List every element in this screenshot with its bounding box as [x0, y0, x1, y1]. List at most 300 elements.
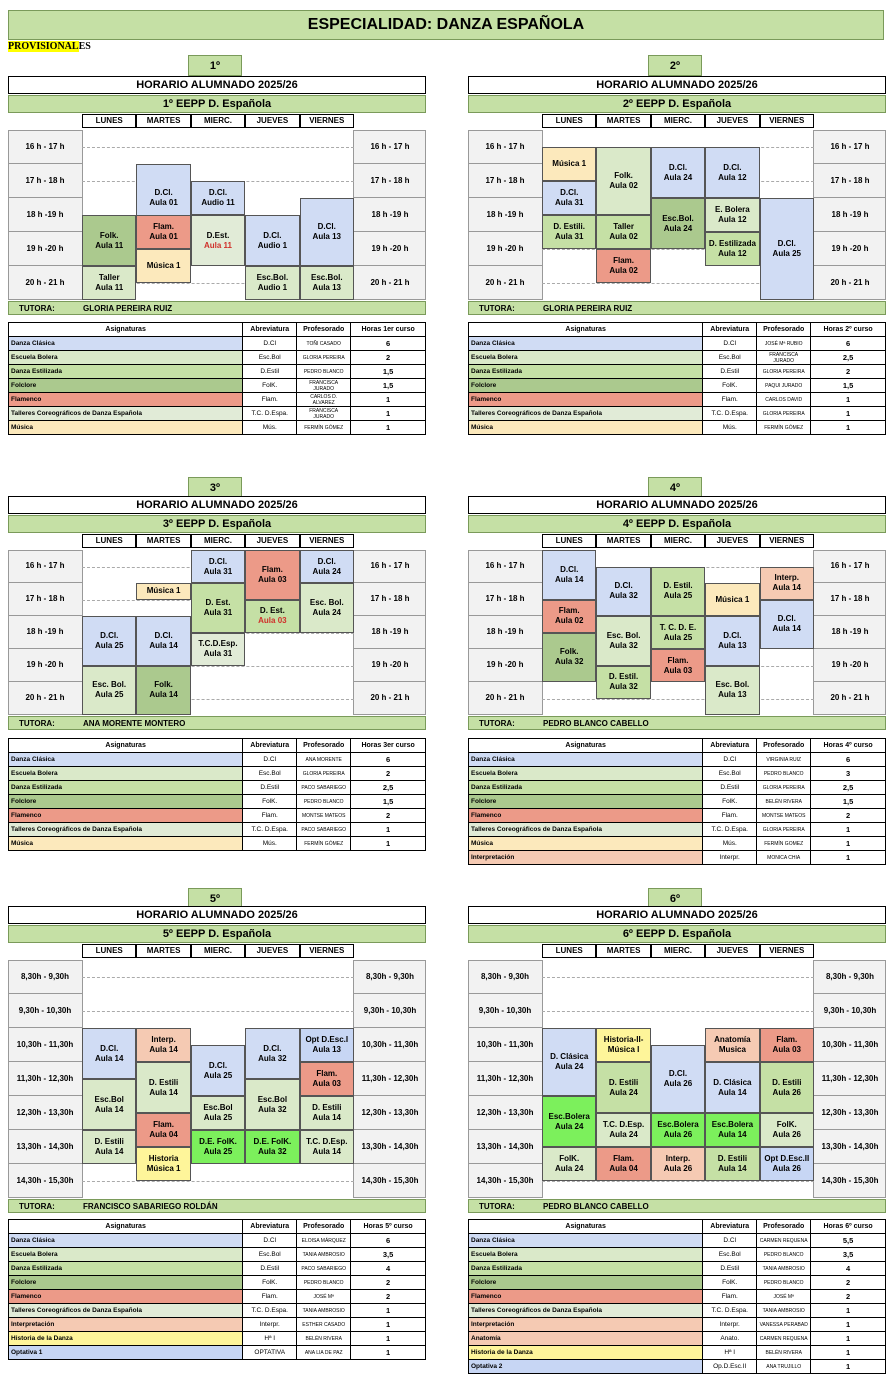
time-slot-right: 20 h - 21 h — [814, 682, 886, 715]
day-header: VIERNES — [300, 114, 354, 128]
class-cell[interactable] — [651, 1147, 705, 1181]
class-cell[interactable] — [542, 1096, 596, 1147]
year-tab[interactable]: 2º — [648, 55, 702, 76]
legend-hours: 1,5 — [351, 365, 426, 379]
class-label: D.Cl. Aula 25 — [203, 1060, 233, 1080]
class-label: D. Estili Aula 24 — [608, 1077, 639, 1097]
class-cell[interactable] — [596, 1113, 650, 1147]
day-header: VIERNES — [760, 944, 814, 958]
class-label: Esc. Bol. Aula 24 — [309, 597, 344, 617]
class-label: Flam. Aula 03 — [772, 1035, 802, 1054]
legend-hours: 1 — [351, 407, 426, 421]
time-slot-right: 19 h -20 h — [814, 649, 886, 682]
time-slot-right: 16 h - 17 h — [814, 550, 886, 583]
year-tab[interactable]: 3º — [188, 477, 242, 498]
legend-hours: 2 — [351, 1290, 426, 1304]
legend-abbr: Op.D.Esc.II — [703, 1360, 757, 1374]
legend-teacher: PACO SABARIEGO — [297, 781, 351, 795]
legend-abbr: D.Cl — [243, 753, 297, 767]
time-slot-right: 9,30h - 10,30h — [354, 994, 426, 1028]
class-room: Aula 11 — [203, 240, 232, 250]
tutor-label: TUTORA: — [479, 1202, 515, 1211]
legend-abbr: Hª I — [243, 1332, 297, 1346]
legend-teacher: JOSÉ Mª RUBIO — [757, 337, 811, 351]
legend-header-prof: Profesorado — [297, 323, 351, 337]
legend-abbr: Anato. — [703, 1332, 757, 1346]
legend-abbr: Esc.Bol — [243, 767, 297, 781]
legend-hours: 2 — [811, 1290, 886, 1304]
legend-hours: 1 — [351, 823, 426, 837]
day-header: VIERNES — [300, 534, 354, 548]
legend-subject: Historia de la Danza — [9, 1332, 243, 1346]
legend-hours: 1,5 — [351, 379, 426, 393]
time-slot-right: 17 h - 18 h — [354, 583, 426, 616]
class-label: Interp. Aula 14 — [772, 573, 802, 592]
legend-subject: Escuela Bolera — [9, 351, 243, 365]
day-header: LUNES — [542, 944, 596, 958]
time-slot: 11,30h - 12,30h — [8, 1062, 82, 1096]
class-label: D.Cl. Aula 24 — [312, 556, 342, 576]
legend-abbr: D.Cl — [243, 337, 297, 351]
time-slot-right: 18 h -19 h — [814, 616, 886, 649]
legend-header-abbr: Abreviatura — [703, 1220, 757, 1234]
time-slot-right: 18 h -19 h — [814, 198, 886, 232]
class-label: Esc.Bol. Audio 1 — [256, 273, 289, 292]
time-slot: 10,30h - 11,30h — [468, 1028, 542, 1062]
class-label: Flam. Aula 01 — [149, 222, 178, 241]
legend-header-abbr: Abreviatura — [243, 323, 297, 337]
class-cell[interactable] — [596, 1147, 650, 1181]
day-header: MARTES — [596, 114, 650, 128]
legend-subject: Danza Clásica — [469, 753, 703, 767]
class-cell[interactable] — [705, 1147, 759, 1181]
class-label: Flam. Aula 04 — [609, 1154, 638, 1173]
legend-teacher: FERMÍN GÓMEZ — [297, 837, 351, 851]
legend-hours: 1 — [811, 407, 886, 421]
day-header: MARTES — [136, 114, 190, 128]
legend-abbr: Flam. — [703, 1290, 757, 1304]
time-slot: 9,30h - 10,30h — [8, 994, 82, 1028]
class-label: D. Estili Aula 14 — [148, 1077, 179, 1097]
legend-row — [469, 1248, 886, 1262]
tutor-label: TUTORA: — [19, 1202, 55, 1211]
legend-hours: 1 — [811, 823, 886, 837]
legend-teacher: VIRGINIA RUIZ — [757, 753, 811, 767]
legend-teacher: GLORIA PEREIRA — [757, 781, 811, 795]
legend-header-subject: Asignaturas — [469, 739, 703, 753]
year-tab[interactable]: 6º — [648, 888, 702, 909]
time-slot: 19 h -20 h — [8, 232, 82, 266]
legend-subject: Flamenco — [469, 1290, 703, 1304]
class-cell[interactable] — [705, 1113, 759, 1147]
class-cell[interactable] — [760, 1113, 814, 1147]
legend-hours: 1 — [811, 1332, 886, 1346]
time-slot-right: 20 h - 21 h — [814, 266, 886, 300]
class-label: Interp. Aula 14 — [149, 1035, 178, 1054]
time-slot: 18 h -19 h — [468, 198, 542, 232]
tutor-name: PEDRO BLANCO CABELLO — [543, 1202, 649, 1211]
legend-header-hours: Horas 6º curso — [811, 1220, 886, 1234]
day-header: JUEVES — [245, 944, 299, 958]
day-header: LUNES — [542, 534, 596, 548]
legend-subject: Flamenco — [9, 1290, 243, 1304]
legend-hours: 1 — [351, 1346, 426, 1360]
legend-abbr: Flam. — [243, 1290, 297, 1304]
legend-teacher: FRANCISCA JURADO — [757, 351, 811, 365]
legend-abbr: Esc.Bol — [243, 1248, 297, 1262]
legend-header-hours: Horas 2º curso — [811, 323, 886, 337]
legend-subject: Escuela Bolera — [9, 1248, 243, 1262]
class-label: T.C.D.Esp. Aula 31 — [198, 639, 238, 658]
legend-hours: 1 — [351, 1332, 426, 1346]
class-label: D.Cl. Aula 13 — [718, 630, 747, 650]
legend-hours: 3 — [811, 767, 886, 781]
legend-header-hours: Horas 1er curso — [351, 323, 426, 337]
day-header: VIERNES — [300, 944, 354, 958]
time-slot-right: 17 h - 18 h — [814, 583, 886, 616]
time-slot-right: 11,30h - 12,30h — [354, 1062, 426, 1096]
class-label: Flam. Aula 02 — [609, 256, 638, 275]
schedule-header: HORARIO ALUMNADO 2025/26 — [468, 76, 886, 94]
time-slot: 12,30h - 13,30h — [8, 1096, 82, 1130]
class-label: D. Estili Aula 14 — [312, 1103, 342, 1122]
legend-subject: Talleres Coreográficos de Danza Española — [469, 823, 703, 837]
legend-header-prof: Profesorado — [297, 1220, 351, 1234]
page-title: ESPECIALIDAD: DANZA ESPAÑOLA — [8, 10, 884, 40]
schedule-header: HORARIO ALUMNADO 2025/26 — [8, 496, 426, 514]
time-slot-right: 13,30h - 14,30h — [814, 1130, 886, 1164]
legend-hours: 2 — [351, 809, 426, 823]
legend-abbr: D.Estil — [703, 781, 757, 795]
class-label: Opt D.Esc.II Aula 26 — [764, 1154, 810, 1173]
legend-teacher: MONTSE MATEOS — [757, 809, 811, 823]
time-slot: 8,30h - 9,30h — [8, 960, 82, 994]
grid-line — [542, 1181, 814, 1182]
legend-subject: Optativa 2 — [469, 1360, 703, 1374]
day-header: JUEVES — [705, 534, 759, 548]
legend-abbr: Mús. — [243, 837, 297, 851]
time-slot: 13,30h - 14,30h — [8, 1130, 82, 1164]
legend-abbr: D.Cl — [703, 753, 757, 767]
class-cell[interactable] — [596, 1028, 650, 1062]
legend-teacher: CARLOS DAVID — [757, 393, 811, 407]
course-title: 5º EEPP D. Española — [8, 925, 426, 943]
class-label: Flam. Aula 04 — [149, 1120, 178, 1139]
legend-teacher: ELOISA MÁRQUEZ — [297, 1234, 351, 1248]
legend-subject: Danza Estilizada — [9, 1262, 243, 1276]
legend-teacher: BELÉN RIVERA — [297, 1332, 351, 1346]
day-header: MIERC. — [191, 534, 245, 548]
class-label: Folk. Aula 32 — [554, 647, 584, 667]
class-label: D.E. FolK. Aula 25 — [199, 1137, 237, 1156]
legend-teacher: MONTSE MATEOS — [297, 809, 351, 823]
legend-header-hours: Horas 3er curso — [351, 739, 426, 753]
class-label: Música 1 — [146, 586, 181, 596]
time-slot: 20 h - 21 h — [468, 682, 542, 715]
legend-subject: Folclore — [9, 795, 243, 809]
legend-hours: 6 — [351, 1234, 426, 1248]
class-cell[interactable] — [542, 1028, 596, 1096]
legend-subject: Danza Clásica — [469, 337, 703, 351]
time-slot: 16 h - 17 h — [8, 550, 82, 583]
legend-subject: Folclore — [9, 1276, 243, 1290]
legend-subject: Flamenco — [469, 809, 703, 823]
class-cell[interactable] — [651, 1045, 705, 1113]
legend-row — [469, 1276, 886, 1290]
legend-abbr: Flam. — [243, 393, 297, 407]
legend-hours: 2 — [811, 365, 886, 379]
legend-abbr: T.C. D.Espa. — [703, 823, 757, 837]
legend-subject: Talleres Coreográficos de Danza Española — [9, 1304, 243, 1318]
legend-header-prof: Profesorado — [757, 739, 811, 753]
class-label: D. Estil. Aula 25 — [663, 581, 693, 601]
class-label: D. Estili Aula 26 — [772, 1077, 802, 1097]
legend-teacher: VANESSA PERABAD — [757, 1318, 811, 1332]
legend-teacher: TANIA AMBROSIO — [757, 1304, 811, 1318]
class-label: Esc.Bol Aula 32 — [257, 1094, 288, 1114]
day-header: MARTES — [596, 534, 650, 548]
tutor-name: FRANCISCO SABARIEGO ROLDÁN — [83, 1202, 218, 1211]
class-label: Esc.Bol Aula 25 — [203, 1103, 233, 1122]
legend-teacher: CARMEN REQUENA — [757, 1332, 811, 1346]
legend-abbr: Flam. — [703, 393, 757, 407]
day-header: MARTES — [136, 944, 190, 958]
legend-teacher: GLORIA PEREIRA — [757, 365, 811, 379]
legend-row — [469, 1318, 886, 1332]
schedule-header: HORARIO ALUMNADO 2025/26 — [8, 76, 426, 94]
course-title: 6º EEPP D. Española — [468, 925, 886, 943]
day-header: JUEVES — [705, 944, 759, 958]
legend-hours: 1 — [351, 1318, 426, 1332]
legend-teacher: FERMÍN GÓMEZ — [757, 421, 811, 435]
class-cell[interactable] — [760, 1028, 814, 1062]
class-label: FolK. Aula 26 — [772, 1120, 802, 1139]
class-label: Folk. Aula 11 — [95, 230, 124, 250]
legend-header-abbr: Abreviatura — [703, 323, 757, 337]
legend-teacher: BELÉN RIVERA — [757, 1346, 811, 1360]
class-label: Esc. Bol. Aula 25 — [92, 680, 127, 700]
class-label: D. Estili Aula 14 — [717, 1154, 748, 1173]
legend-teacher: MONICA CHIA — [757, 851, 811, 865]
legend-row — [469, 1304, 886, 1318]
legend-header-subject: Asignaturas — [469, 1220, 703, 1234]
class-label: D.Cl. Aula 31 — [554, 188, 584, 207]
legend-teacher: FRANCISCA JURADO — [297, 407, 351, 421]
class-label: E. Bolera Aula 12 — [715, 205, 750, 224]
class-label: Esc.Bolera Aula 24 — [548, 1111, 590, 1131]
year-tab[interactable]: 5º — [188, 888, 242, 909]
schedule-header: HORARIO ALUMNADO 2025/26 — [468, 906, 886, 924]
time-slot-right: 10,30h - 11,30h — [354, 1028, 426, 1062]
legend-subject: Talleres Coreográficos de Danza Española — [9, 407, 243, 421]
legend-abbr: Mús. — [703, 837, 757, 851]
legend-teacher: PEDRO BLANCO — [757, 1276, 811, 1290]
class-label: Historia-II- Música I — [603, 1035, 644, 1054]
time-slot: 18 h -19 h — [468, 616, 542, 649]
legend-hours: 1,5 — [811, 795, 886, 809]
time-slot-right: 18 h -19 h — [354, 616, 426, 649]
year-tab[interactable]: 4º — [648, 477, 702, 498]
legend-hours: 1 — [351, 837, 426, 851]
class-label: Taller Aula 11 — [95, 273, 124, 292]
legend-teacher: ESTHER CASADO — [297, 1318, 351, 1332]
tutor-label: TUTORA: — [19, 304, 55, 313]
tutor-bar — [468, 1199, 886, 1213]
time-slot: 10,30h - 11,30h — [8, 1028, 82, 1062]
class-label: Esc. Bol. Aula 13 — [715, 680, 750, 700]
legend-subject: Danza Estilizada — [9, 781, 243, 795]
class-label: FolK. Aula 24 — [554, 1154, 584, 1173]
legend-subject: Talleres Coreográficos de Danza Española — [469, 407, 703, 421]
day-header: LUNES — [542, 114, 596, 128]
time-slot-right: 9,30h - 10,30h — [814, 994, 886, 1028]
legend-subject: Talleres Coreográficos de Danza Española — [9, 823, 243, 837]
legend-subject: Flamenco — [9, 393, 243, 407]
course-title: 4º EEPP D. Española — [468, 515, 886, 533]
legend-header-subject: Asignaturas — [469, 323, 703, 337]
legend-subject: Folclore — [469, 1276, 703, 1290]
schedule-header: HORARIO ALUMNADO 2025/26 — [8, 906, 426, 924]
class-label: Flam. Aula 03 — [312, 1069, 342, 1088]
legend-subject: Danza Clásica — [9, 753, 243, 767]
class-label: Música 1 — [552, 159, 587, 168]
time-slot-right: 17 h - 18 h — [814, 164, 886, 198]
class-label: D.Cl. Aula 13 — [312, 222, 342, 241]
time-slot-right: 10,30h - 11,30h — [814, 1028, 886, 1062]
time-slot: 17 h - 18 h — [8, 583, 82, 616]
legend-teacher: FRANCISCA JURADO — [297, 379, 351, 393]
legend-subject: Escuela Bolera — [9, 767, 243, 781]
class-label: D.Cl. Aula 32 — [258, 1043, 287, 1063]
legend-abbr: Interpr. — [703, 1318, 757, 1332]
legend-hours: 2 — [351, 351, 426, 365]
time-slot: 16 h - 17 h — [468, 550, 542, 583]
day-header: LUNES — [82, 534, 136, 548]
legend-teacher: PACO SABARIEGO — [297, 823, 351, 837]
time-slot-right: 14,30h - 15,30h — [814, 1164, 886, 1198]
legend-teacher: PEDRO BLANCO — [297, 365, 351, 379]
class-label: D.Cl. Aula 14 — [554, 564, 584, 584]
legend-hours: 1 — [811, 1360, 886, 1374]
time-slot-right: 14,30h - 15,30h — [354, 1164, 426, 1198]
legend-subject: Folclore — [9, 379, 243, 393]
class-cell[interactable] — [760, 1147, 814, 1181]
subjects-legend — [468, 1219, 886, 1374]
day-header: JUEVES — [245, 534, 299, 548]
class-label: D.Cl. Aula 25 — [772, 239, 802, 258]
provisional-label: PROVISIONALES — [8, 41, 91, 52]
legend-abbr: D.Estil — [703, 365, 757, 379]
class-cell[interactable] — [705, 1062, 759, 1113]
legend-abbr: Esc.Bol — [243, 351, 297, 365]
class-cell[interactable] — [705, 1028, 759, 1062]
time-slot: 14,30h - 15,30h — [468, 1164, 542, 1198]
time-slot: 17 h - 18 h — [468, 164, 542, 198]
legend-subject: Danza Clásica — [469, 1234, 703, 1248]
legend-abbr: Mús. — [243, 421, 297, 435]
time-slot: 19 h -20 h — [468, 232, 542, 266]
legend-teacher: TANIA AMBROSIO — [297, 1304, 351, 1318]
legend-subject: Danza Clásica — [9, 1234, 243, 1248]
class-cell[interactable] — [596, 1062, 650, 1113]
time-slot-right: 12,30h - 13,30h — [354, 1096, 426, 1130]
day-header: JUEVES — [245, 114, 299, 128]
legend-row — [469, 1234, 886, 1248]
legend-hours: 6 — [811, 753, 886, 767]
class-room: Aula 03 — [258, 616, 287, 625]
legend-subject: Flamenco — [469, 393, 703, 407]
legend-header-prof: Profesorado — [297, 739, 351, 753]
legend-hours: 2,5 — [351, 781, 426, 795]
class-cell[interactable] — [760, 1062, 814, 1113]
legend-abbr: Hª I — [703, 1346, 757, 1360]
time-slot-right: 20 h - 21 h — [354, 266, 426, 300]
day-header: MIERC. — [191, 944, 245, 958]
legend-teacher: GLORIA PEREIRA — [297, 767, 351, 781]
legend-header-abbr: Abreviatura — [703, 739, 757, 753]
legend-teacher: PACO SABARIEGO — [297, 1262, 351, 1276]
class-cell[interactable] — [651, 1113, 705, 1147]
legend-subject: Optativa 1 — [9, 1346, 243, 1360]
day-header: MIERC. — [651, 114, 705, 128]
day-header: MIERC. — [651, 534, 705, 548]
time-slot: 17 h - 18 h — [8, 164, 82, 198]
legend-hours: 1 — [811, 851, 886, 865]
tutor-label: TUTORA: — [19, 719, 55, 728]
time-slot-right: 19 h -20 h — [354, 649, 426, 682]
time-slot: 19 h -20 h — [8, 649, 82, 682]
time-slot: 17 h - 18 h — [468, 583, 542, 616]
legend-hours: 1 — [351, 421, 426, 435]
time-slot-right: 19 h -20 h — [354, 232, 426, 266]
legend-hours: 1 — [811, 837, 886, 851]
class-label: D.E. FolK. Aula 32 — [253, 1137, 292, 1156]
class-label: D. Estili Aula 14 — [94, 1137, 124, 1156]
legend-teacher: TANIA AMBROSIO — [757, 1262, 811, 1276]
legend-hours: 1 — [811, 1304, 886, 1318]
legend-teacher: TOÑI CASADO — [297, 337, 351, 351]
legend-abbr: Interpr. — [703, 851, 757, 865]
legend-subject: Flamenco — [9, 809, 243, 823]
legend-subject: Danza Estilizada — [9, 365, 243, 379]
day-header: LUNES — [82, 944, 136, 958]
tutor-label: TUTORA: — [479, 719, 515, 728]
tutor-name: GLORIA PEREIRA RUIZ — [83, 304, 173, 313]
legend-teacher: ANA LIA DE PAZ — [297, 1346, 351, 1360]
legend-header-hours: Horas 5º curso — [351, 1220, 426, 1234]
legend-subject: Música — [469, 421, 703, 435]
class-label: D.Cl. Aula 26 — [663, 1069, 693, 1088]
legend-hours: 1 — [811, 393, 886, 407]
legend-teacher: JOSÉ Mª — [297, 1290, 351, 1304]
time-slot-right: 8,30h - 9,30h — [354, 960, 426, 994]
legend-abbr: Mús. — [703, 421, 757, 435]
legend-hours: 1 — [351, 393, 426, 407]
legend-row — [469, 1262, 886, 1276]
class-label: D. Est. — [259, 606, 285, 615]
class-label: Folk. Aula 02 — [609, 171, 638, 190]
time-slot-right: 8,30h - 9,30h — [814, 960, 886, 994]
legend-subject: Talleres Coreográficos de Danza Española — [469, 1304, 703, 1318]
class-cell[interactable] — [542, 1147, 596, 1181]
year-tab[interactable]: 1º — [188, 55, 242, 76]
legend-abbr: FolK. — [703, 379, 757, 393]
legend-abbr: D.Cl — [703, 337, 757, 351]
legend-subject: Interpretación — [9, 1318, 243, 1332]
legend-subject: Folclore — [469, 795, 703, 809]
legend-abbr: T.C. D.Espa. — [243, 407, 297, 421]
legend-hours: 2,5 — [811, 781, 886, 795]
